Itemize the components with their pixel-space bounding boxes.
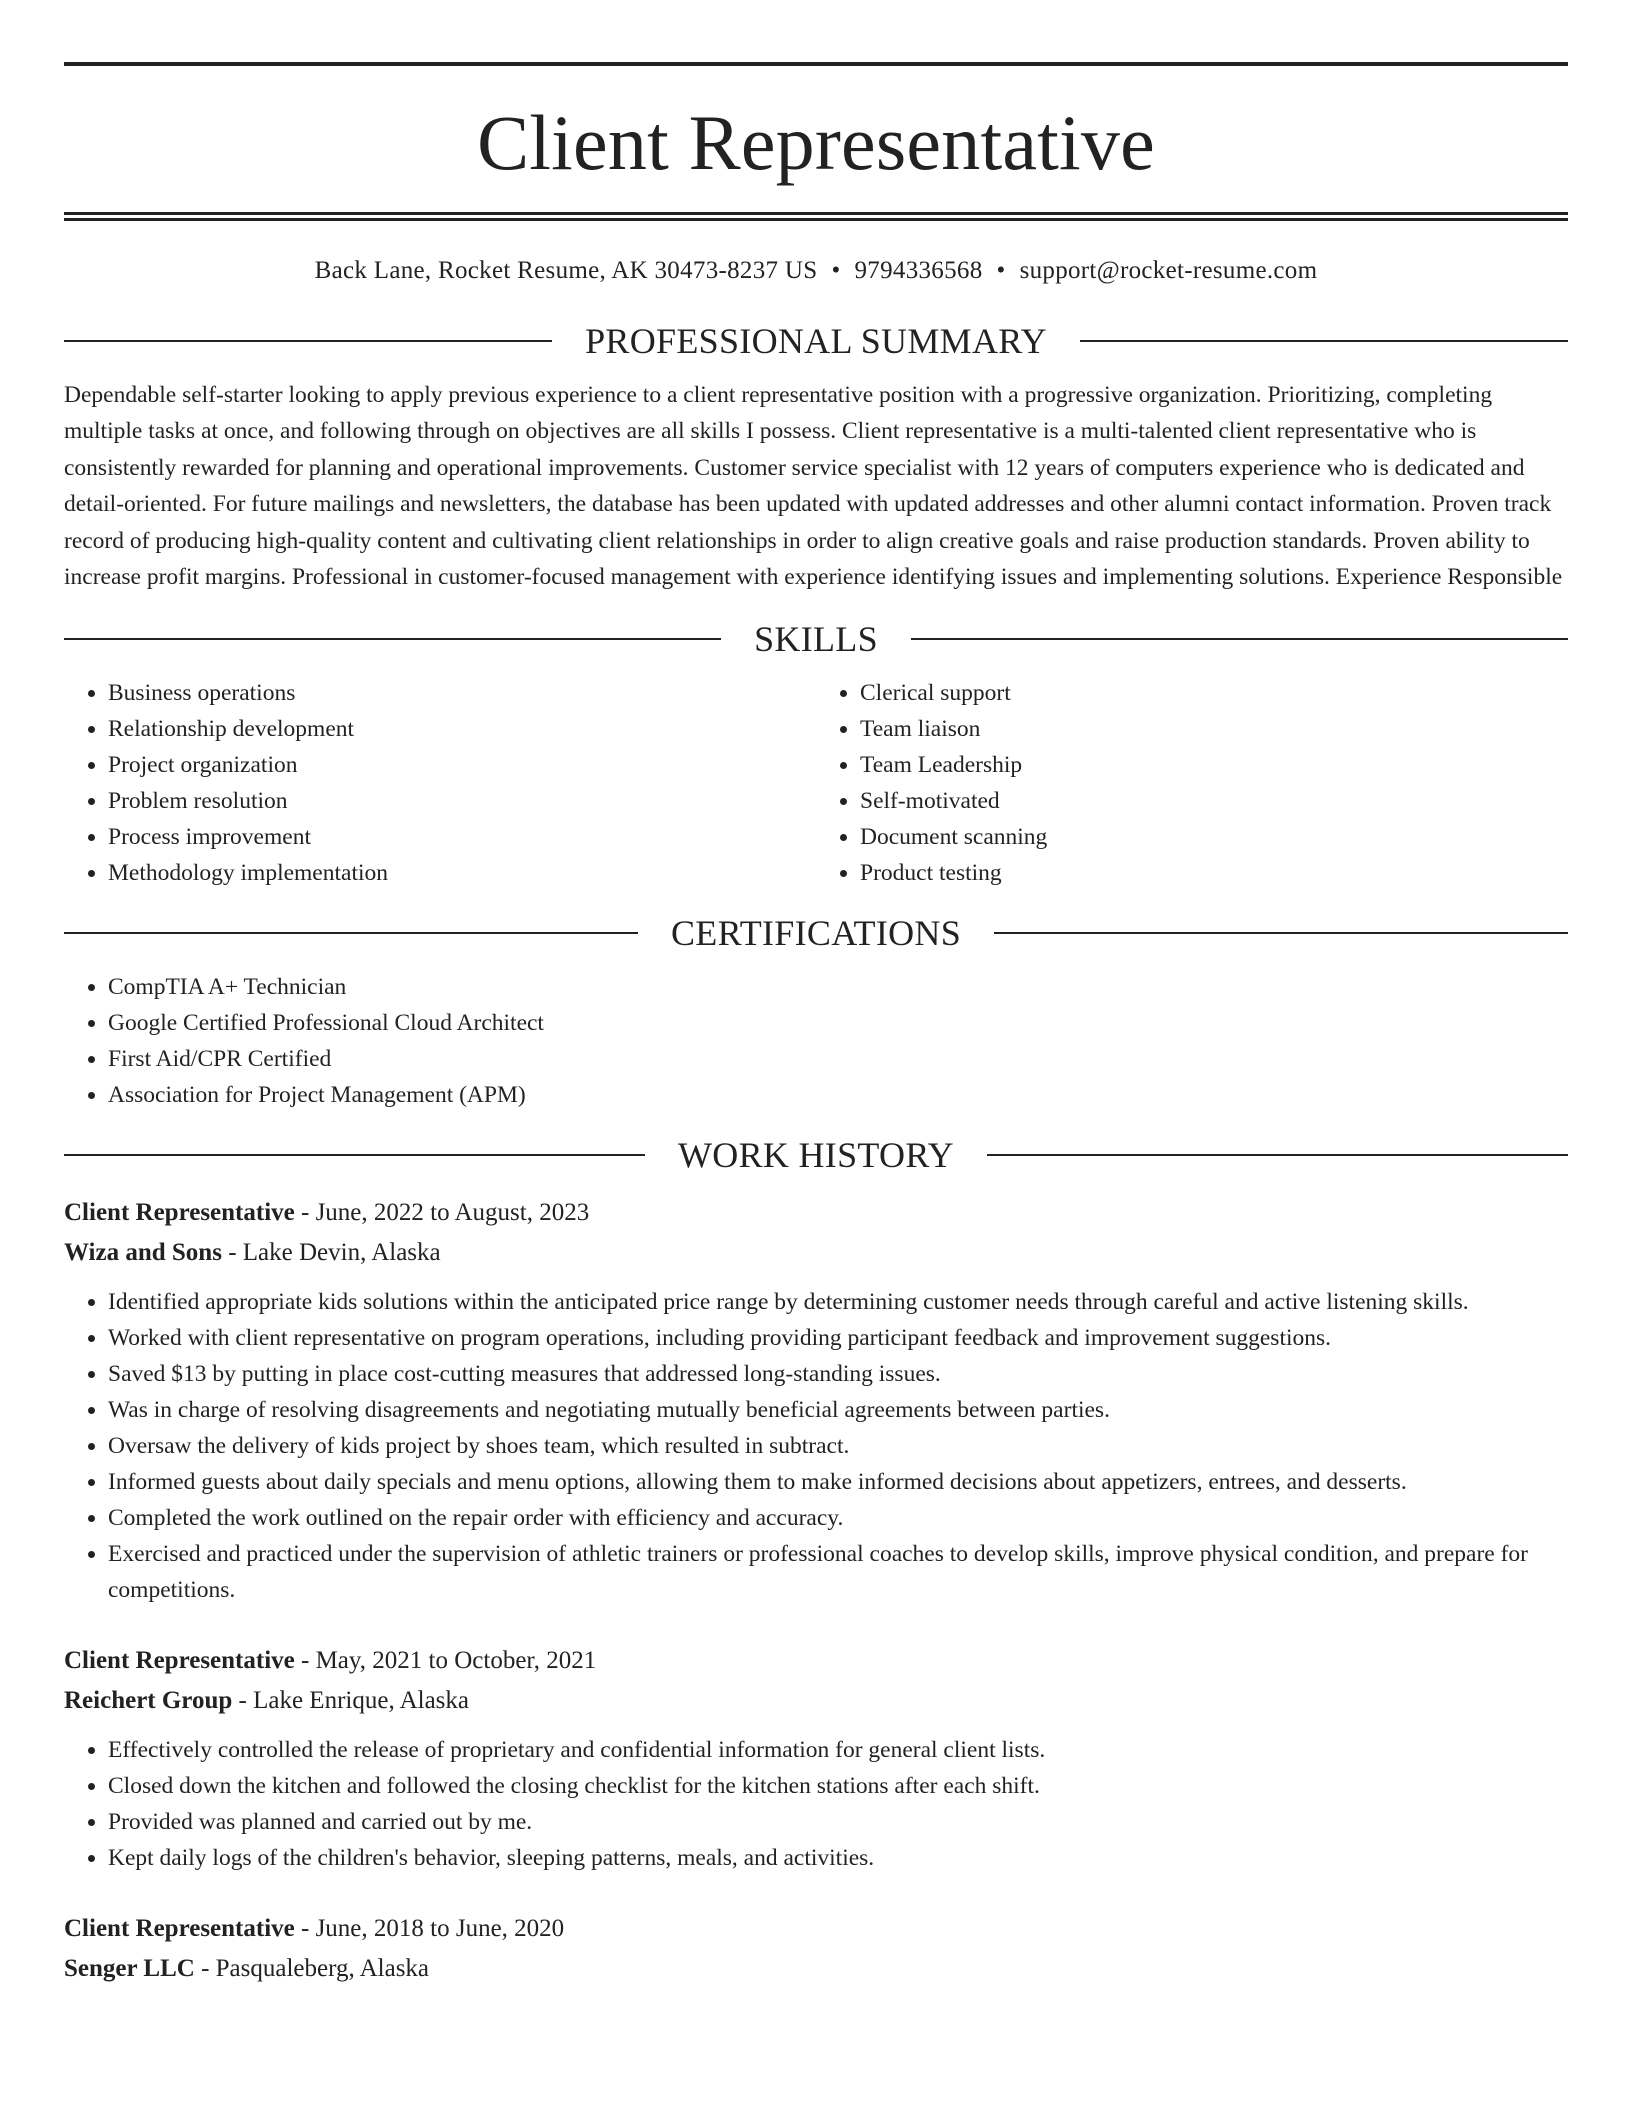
job-entry: [64, 1909, 1568, 1989]
resume-title: Client Representative: [477, 99, 1155, 186]
job-role: Client Representative: [64, 1915, 295, 1943]
job-title-line: [64, 1193, 1568, 1233]
skill-item: • Business operations: [108, 675, 816, 711]
certifications-heading-label: CERTIFICATIONS: [670, 913, 962, 954]
heading-rule: [1080, 340, 1568, 342]
certifications-list: [64, 969, 1568, 1113]
summary-heading: [64, 319, 1568, 363]
job-bullet: • Saved $13 by putting in place cost-cutting measures that addressed long-standing issues.: [108, 1356, 1568, 1392]
job-bullet: • Informed guests about daily specials and menu options, allowing them to make informed decisions about appetizers, entrees, and desserts.: [108, 1464, 1568, 1500]
job-dates: - June, 2022 to August, 2023: [294, 1199, 590, 1227]
skill-item: • Problem resolution: [108, 783, 816, 819]
heading-rule: [64, 638, 721, 640]
job-bullets: [64, 1284, 1568, 1608]
skill-item: • Methodology implementation: [108, 855, 816, 891]
skills-list: [64, 675, 1568, 891]
skills-column-left: [64, 675, 816, 891]
job-bullet: • Oversaw the delivery of kids project by shoes team, which resulted in subtract.: [108, 1428, 1568, 1464]
job-bullet: • Was in charge of resolving disagreements and negotiating mutually beneficial agreements between parties.: [108, 1392, 1568, 1428]
job-bullet: • Exercised and practiced under the supervision of athletic trainers or professional coaches to develop skills, improve physical condition, and prepare for competitions.: [108, 1536, 1568, 1608]
job-company-line: [64, 1681, 1568, 1721]
job-company: Reichert Group: [64, 1687, 233, 1715]
job-location: - Pasqualeberg, Alaska: [194, 1955, 430, 1983]
title-double-rule: [64, 212, 1568, 221]
skills-heading: [64, 617, 1568, 661]
heading-rule: [64, 932, 638, 934]
heading-rule: [911, 638, 1568, 640]
certification-item: • First Aid/CPR Certified: [108, 1041, 1568, 1077]
heading-rule: [994, 932, 1568, 934]
skill-item: • Product testing: [860, 855, 1568, 891]
job-bullet: • Effectively controlled the release of proprietary and confidential information for general client lists.: [108, 1732, 1568, 1768]
job-dates: - May, 2021 to October, 2021: [294, 1647, 597, 1675]
job-bullet: • Closed down the kitchen and followed the closing checklist for the kitchen stations after each shift.: [108, 1768, 1568, 1804]
skills-column-right: [816, 675, 1568, 891]
skill-item: • Team liaison: [860, 711, 1568, 747]
certification-item: • Association for Project Management (APM): [108, 1077, 1568, 1113]
contact-separator: •: [831, 257, 841, 284]
skills-heading-label: SKILLS: [754, 619, 878, 660]
certification-item: • CompTIA A+ Technician: [108, 969, 1568, 1005]
job-bullet: • Worked with client representative on program operations, including providing participant feedback and improvement suggestions.: [108, 1320, 1568, 1356]
skill-item: • Self-motivated: [860, 783, 1568, 819]
job-bullet: • Kept daily logs of the children's behavior, sleeping patterns, meals, and activities.: [108, 1840, 1568, 1876]
job-company-line: [64, 1949, 1568, 1989]
skill-item: • Document scanning: [860, 819, 1568, 855]
job-title-line: [64, 1641, 1568, 1681]
job-title-line: [64, 1909, 1568, 1949]
contact-line: [64, 257, 1568, 285]
summary-text: Dependable self-starter looking to apply previous experience to a client representative position with a progressive organization. Prioritizing, completing multiple tasks at once, and following through on objectives are all skills I possess. Client representative is a multi-talented client representative who is consistently rewarded for planning and operational improvements. Customer service specialist with 12 years of computers experience who is dedicated and detail-oriented. For future mailings and newsletters, the database has been updated with updated addresses and other alumni contact information. Proven track record of producing high-quality content and cultivating client relationships in order to align creative goals and raise production standards. Proven ability to increase profit margins. Professional in customer-focused management with experience identifying issues and implementing solutions. Experience Responsible: [64, 382, 1563, 591]
certifications-heading: [64, 911, 1568, 955]
job-dates: - June, 2018 to June, 2020: [294, 1915, 565, 1943]
job-bullets: [64, 1732, 1568, 1876]
skill-item: • Relationship development: [108, 711, 816, 747]
work-heading: [64, 1133, 1568, 1177]
work-heading-label: WORK HISTORY: [678, 1135, 954, 1176]
skill-item: • Team Leadership: [860, 747, 1568, 783]
job-role: Client Representative: [64, 1199, 295, 1227]
job-location: - Lake Enrique, Alaska: [232, 1687, 469, 1715]
job-entry: [64, 1641, 1568, 1876]
skill-item: • Clerical support: [860, 675, 1568, 711]
skill-item: • Process improvement: [108, 819, 816, 855]
job-bullet: • Completed the work outlined on the repair order with efficiency and accuracy.: [108, 1500, 1568, 1536]
heading-rule: [64, 1154, 645, 1156]
heading-rule: [64, 340, 552, 342]
contact-email: support@rocket-resume.com: [1019, 257, 1318, 284]
contact-address: Back Lane, Rocket Resume, AK 30473-8237 US: [314, 257, 818, 284]
job-entry: [64, 1193, 1568, 1608]
job-company: Senger LLC: [64, 1955, 195, 1983]
certification-item: • Google Certified Professional Cloud Architect: [108, 1005, 1568, 1041]
contact-separator: •: [996, 257, 1006, 284]
job-bullet: • Provided was planned and carried out by me.: [108, 1804, 1568, 1840]
job-company-line: [64, 1233, 1568, 1273]
job-bullet: • Identified appropriate kids solutions within the anticipated price range by determining customer needs through careful and active listening skills.: [108, 1284, 1568, 1320]
top-rule: [64, 62, 1568, 66]
contact-phone: 9794336568: [854, 257, 983, 284]
heading-rule: [987, 1154, 1568, 1156]
job-location: - Lake Devin, Alaska: [221, 1239, 441, 1267]
summary-heading-label: PROFESSIONAL SUMMARY: [585, 321, 1047, 361]
skill-item: • Project organization: [108, 747, 816, 783]
job-company: Wiza and Sons: [64, 1239, 222, 1267]
job-role: Client Representative: [64, 1647, 295, 1675]
resume-page: [64, 62, 1568, 1989]
